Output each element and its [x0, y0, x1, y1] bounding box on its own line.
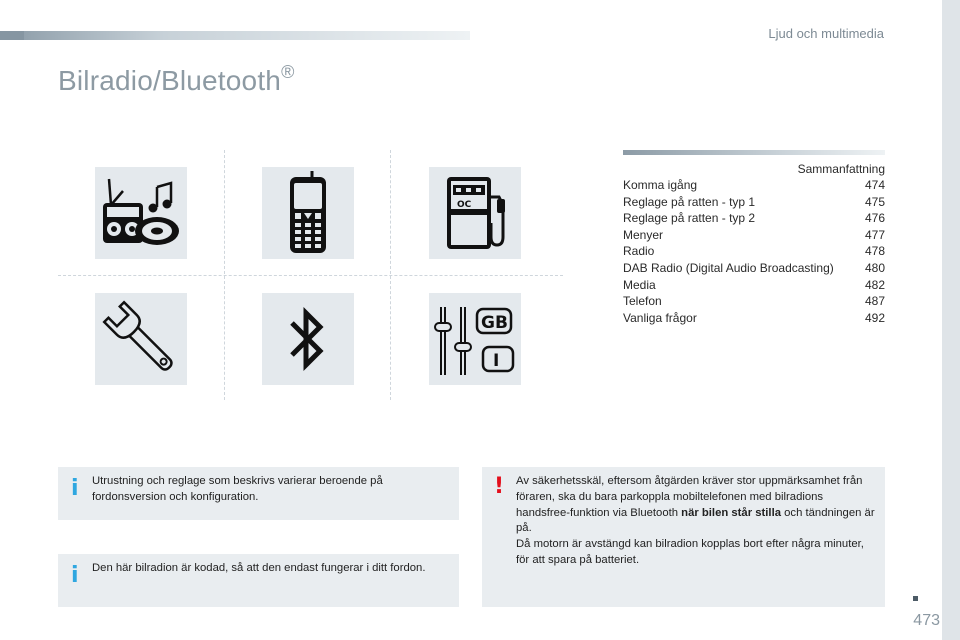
svg-text:OC: OC: [457, 200, 472, 210]
toc-item[interactable]: [623, 260, 885, 277]
section-label: Ljud och multimedia: [768, 26, 884, 41]
header-bar-accent: [0, 31, 24, 40]
bluetooth-icon[interactable]: [262, 293, 354, 385]
page-edge-strip: [942, 0, 960, 640]
svg-text:GB: GB: [481, 313, 508, 333]
bluetooth-svg: [262, 293, 354, 385]
wrench-icon[interactable]: [95, 293, 187, 385]
toc-item[interactable]: [623, 177, 885, 194]
warning-text-part2: och tändningen är på.: [516, 506, 875, 535]
toc-item-page: 476: [864, 211, 885, 226]
toc-item-label: Radio: [623, 244, 655, 259]
fuel-pump-icon[interactable]: [429, 167, 521, 259]
info-icon: i: [71, 476, 79, 501]
radio-music-cd-svg: [95, 167, 187, 259]
info-note-1: [58, 467, 459, 520]
warning-icon: !: [494, 474, 505, 499]
grid-divider-vertical-1: [224, 150, 225, 400]
page-title: [58, 62, 295, 97]
toc-item[interactable]: [623, 210, 885, 227]
toc-item-page: 480: [864, 260, 885, 275]
toc-item[interactable]: [623, 293, 885, 310]
info-note-2: [58, 554, 459, 607]
equalizer-gb-svg: [429, 293, 521, 385]
toc-item-label: Media: [623, 277, 656, 292]
fuel-pump-svg: [429, 167, 521, 259]
warning-text-bold: när bilen står stilla: [681, 506, 781, 519]
toc-heading: Sammanfattning: [797, 162, 885, 176]
equalizer-gb-icon[interactable]: [429, 293, 521, 385]
toc-item-label: Menyer: [623, 227, 664, 242]
warning-text-part1: Av säkerhetsskäl, eftersom åtgärden kräver stor uppmärksamhet från föraren, ska du bara parkoppla mobiltelefonen med bilradions handsfree-funktion via Bluetooth: [516, 475, 863, 519]
info-icon: i: [71, 563, 79, 588]
toc-item-page: 474: [864, 178, 885, 192]
toc-list: [623, 177, 885, 326]
mobile-phone-svg: [262, 167, 354, 259]
toc-item-page: 487: [864, 294, 885, 309]
page-number-dot: [913, 596, 918, 601]
page-number: 473: [913, 612, 940, 629]
header-gradient-bar: [0, 31, 470, 40]
toc-item[interactable]: [623, 194, 885, 211]
toc-item-page: 492: [864, 310, 885, 325]
grid-divider-vertical-2: [390, 150, 391, 400]
toc-item[interactable]: [623, 227, 885, 244]
toc-item-label: Reglage på ratten - typ 1: [623, 194, 756, 209]
toc-item-page: 475: [864, 194, 885, 209]
toc-item-label: Vanliga frågor: [623, 310, 697, 325]
mobile-phone-icon[interactable]: [262, 167, 354, 259]
toc-item-page: 478: [864, 244, 885, 259]
toc-item-label: Reglage på ratten - typ 2: [623, 211, 756, 226]
toc-item[interactable]: [623, 243, 885, 260]
registered-mark: ®: [281, 62, 295, 82]
toc-item-label: DAB Radio (Digital Audio Broadcasting): [623, 260, 834, 275]
grid-divider-horizontal: [58, 275, 563, 276]
toc-item[interactable]: [623, 310, 885, 327]
toc-item-page: 477: [864, 227, 885, 242]
radio-music-cd-icon[interactable]: [95, 167, 187, 259]
toc-item-label: Telefon: [623, 294, 662, 309]
toc-item-label: Komma igång: [623, 178, 698, 192]
warning-note-text: [516, 474, 876, 569]
info-note-1-text: Utrustning och reglage som beskrivs varierar beroende på fordonsversion och konfiguration.: [92, 475, 383, 503]
toc-header-bar: [623, 150, 885, 155]
toc-item-page: 482: [864, 277, 885, 292]
info-note-2-text: Den här bilradion är kodad, så att den endast fungerar i ditt fordon.: [92, 562, 426, 574]
wrench-svg: [95, 293, 187, 385]
page-title-text: Bilradio/Bluetooth: [58, 65, 282, 96]
toc-item[interactable]: [623, 277, 885, 294]
warning-note: [482, 467, 885, 607]
svg-text:I: I: [493, 351, 500, 371]
warning-text-part3: Då motorn är avstängd kan bilradion kopplas bort efter några minuter, för att spara på batteriet.: [516, 538, 864, 566]
